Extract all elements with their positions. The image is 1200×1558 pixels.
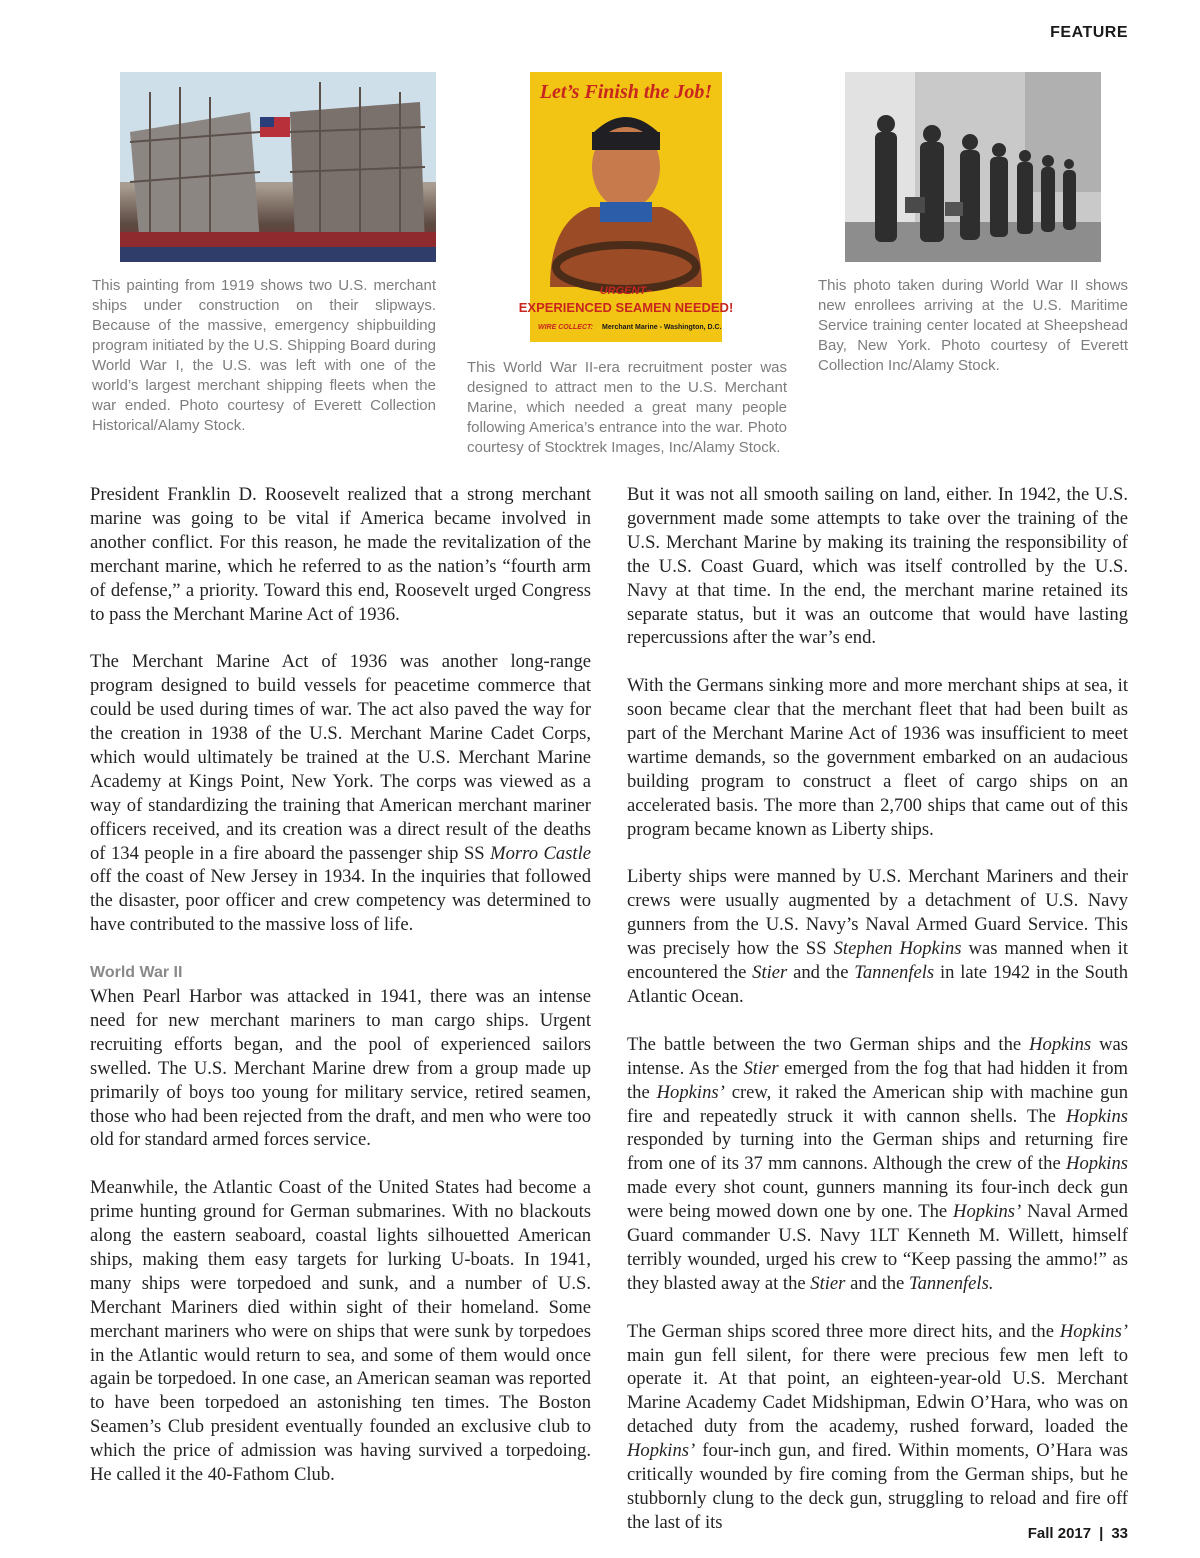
recruitment-poster-image [518,72,734,342]
painting-shipyard-image [120,72,436,262]
article-column-left [90,483,591,1487]
section-subhead: World War II [90,964,183,982]
poster-headline: Let’s Finish the Job! [539,81,713,103]
article-paragraph: Meanwhile, the Atlantic Coast of the United States had become a prime hunting ground for German submarines. With no blackouts along the eastern seaboard, coastal lights silhouetted American ships, making them easy targets for lurking U-boats. In 1941, many ships were torpedoed and sunk, and a number of U.S. Merchant Mariners died within sight of their homeland. Some merchant mariners who were on ships that were sunk by torpedoes in the Atlantic would return to sea, and some of them would once again be torpedoed. In one case, an American seaman was reported to have been torpedoed an astonishing ten times. The Boston Seamen’s Club president eventually founded an exclusive club to which the price of admission was having survived a torpedoing. He called it the 40-Fathom Club. [90,1177,591,1486]
article-paragraph: The battle between the two German ships and the Hopkins was intense. As the Stier emerged from the fog that had hidden it from the Hopkins’ crew, it raked the American ship with machine gun fire and repeatedly struck it with cannon shells. The Hopkins responded by turning into the German ships and returning fire from one of its 37 mm cannons. Although the crew of the Hopkins made every shot count, gunners manning its four-inch deck gun were being mowed down one by one. The Hopkins’ Naval Armed Guard commander U.S. Navy 1LT Kenneth M. Willett, himself terribly wounded, urged his crew to “Keep passing the ammo!” as they blasted away at the Stier and the Tannenfels. [627,1033,1128,1294]
poster-address: Merchant Marine - Washington, D.C. [602,324,722,331]
article-paragraph: The Merchant Marine Act of 1936 was another long-range program designed to build vessels for peacetime commerce that could be used during times of war. The act also paved the way for the creation in 1938 of the U.S. Merchant Marine Cadet Corps, which would ultimately be trained at the U.S. Merchant Marine Academy at Kings Point, New York. The corps was viewed as a way of standardizing the training that American merchant mariner officers received, and its creation was a direct result of the deaths of 134 people in a fire aboard the passenger ship SS Morro Castle off the coast of New Jersey in 1934. In the inquiries that followed the disaster, poor officer and crew competency was determined to have contributed to the massive loss of life. [90,651,591,936]
page-footer [1028,1525,1128,1542]
painting-caption: This painting from 1919 shows two U.S. merchant ships under construction on their slipways. Because of the massive, emergency shipbuilding program initiated by the U.S. Shipping Board during World War I, the U.S. was left with one of the world’s largest merchant shipping fleets when the war ended. Photo courtesy of Everett Collection Historical/Alamy Stock. [92,277,436,434]
footer-separator: | [1099,1525,1104,1542]
article-paragraph: President Franklin D. Roosevelt realized that a strong merchant marine was going to be vital if America became involved in another conflict. For this reason, he made the revitalization of the merchant marine, which he referred to as the nation’s “fourth arm of defense,” a priority. Toward this end, Roosevelt urged Congress to pass the Merchant Marine Act of 1936. [90,484,591,625]
article-paragraph: The German ships scored three more direct hits, and the Hopkins’ main gun fell silent, for there were precious few men left to operate it. At that point, an eighteen-year-old U.S. Merchant Marine Academy Cadet Midshipman, Edwin O’Hara, who was on detached duty from the academy, rushed forward, loaded the Hopkins’ four-inch gun, and fired. Within moments, O’Hara was critically wounded by fire coming from the German ships, but he stubbornly clung to the deck gun, struggling to reload and fire off the last of its [627,1320,1128,1533]
article-paragraph: But it was not all smooth sailing on land, either. In 1942, the U.S. government made some attempts to take over the training of the U.S. Merchant Marine by making its training the responsibility of the U.S. Coast Guard, which was itself controlled by the U.S. Navy at that time. In the end, the merchant marine retained its separate status, but it was an outcome that would have lasting repercussions after the war’s end. [627,484,1128,649]
article-paragraph: With the Germans sinking more and more merchant ships at sea, it soon became clear that the merchant fleet that had been built as part of the Merchant Marine Act of 1936 was insufficient to meet wartime demands, so the government embarked on an audacious building program to construct a fleet of cargo ships on an accelerated basis. The more than 2,700 ships that came out of this program became known as Liberty ships. [627,675,1128,840]
section-label: FEATURE [1050,24,1128,41]
issue-label: Fall 2017 [1027,1525,1092,1542]
poster-wire: WIRE COLLECT: [538,324,594,331]
poster-caption: This World War II-era recruitment poster was designed to attract men to the U.S. Merchant Marine, which needed a great many people following America’s entrance into the war. Photo courtesy of Stocktrek Images, Inc/Alamy Stock. [467,359,787,456]
article-column-right [627,483,1128,1535]
poster-tagline: EXPERIENCED SEAMEN NEEDED! [518,300,734,315]
photo-caption: This photo taken during World War II shows new enrollees arriving at the U.S. Maritime Service training center located at Sheepshead Bay, New York. Photo courtesy of Everett Collection Inc/Alamy Stock. [818,277,1128,374]
article-paragraph: Liberty ships were manned by U.S. Merchant Mariners and their crews were usually augmented by a detachment of U.S. Navy gunners from the U.S. Navy’s Naval Armed Guard Service. This was precisely how the SS Stephen Hopkins was manned when it encountered the Stier and the Tannenfels in late 1942 in the South Atlantic Ocean. [627,866,1128,1007]
page-number: 33 [1111,1525,1128,1542]
article-paragraph: When Pearl Harbor was attacked in 1941, there was an intense need for new merchant mariners to man cargo ships. Urgent recruiting efforts began, and the pool of experienced sailors swelled. The U.S. Merchant Marine drew from a group made up primarily of boys too young for military service, retired seamen, those who had been rejected from the draft, and men who were too old for standard armed forces service. [90,986,591,1151]
enrollees-photo-image [845,72,1101,262]
poster-urgent: URGENT– [599,285,653,297]
